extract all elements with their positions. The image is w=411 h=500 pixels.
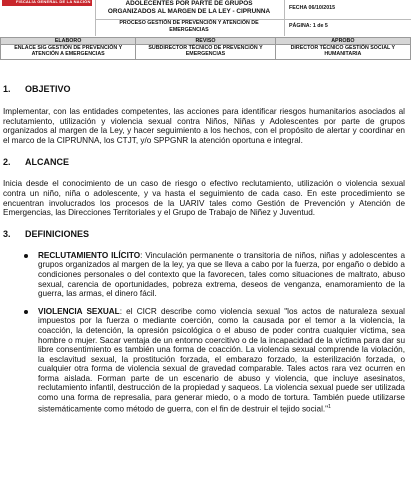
footnote-marker: 1 <box>328 403 331 410</box>
elaboro-header: ELABORO <box>1 38 136 45</box>
definition-term: VIOLENCIA SEXUAL <box>38 306 120 316</box>
header-divider <box>95 0 96 36</box>
section-number: 3. <box>3 228 11 239</box>
approval-row <box>1 45 411 60</box>
section-number: 1. <box>3 84 11 94</box>
definition-text: : Vinculación permanente o transitoria de niños, niñas y adolescentes a grupos organizados al margen de la ley, ya que se lleva a cabo por la fuerza, por engaño o debido a condiciones personales o del contexto que la favorecen, tales como situaciones de maltrato, abuso sexual, carencia de oportunidades, pobreza extrema, deseos de venganza, enamoramiento de la guerra, las armas, el dinero fácil. <box>38 250 405 299</box>
definition-item <box>0 251 411 299</box>
document-title-line: ORGANIZADOS AL MARGEN DE LA LEY - CIPRUNNA <box>107 8 271 15</box>
process-name-line: PROCESO GESTIÓN DE PREVENCIÓN Y ATENCIÓN DE <box>119 20 259 26</box>
aprobo-header: APROBO <box>275 38 410 45</box>
section-heading-objetivo <box>0 84 411 95</box>
approval-header-row <box>1 38 411 45</box>
aprobo-cell: DIRECTOR TÉCNICO GESTIÓN SOCIAL Y HUMANITARIA <box>275 45 410 60</box>
section-title: DEFINICIONES <box>25 228 90 239</box>
header-divider <box>284 0 285 36</box>
definition-text: : el CICR describe como violencia sexual "los actos de naturaleza sexual impuestos por la fuerza o mediante coerción, como la causada por el temor a la violencia, la coacción, la detención, la opresión psicológica o el abuso de poder contra cualquier víctima, sea hombre o mujer. Sacar ventaja de un entorno coercitivo o de la incapacidad de la víctima para dar su libre consentimiento es también una forma de coacción. La violencia sexual comprende la violación, la esclavitud sexual, la prostitución forzada, el embarazo forzado, la esterilización forzada, o cualquier otra forma de violencia sexual de gravedad comparable. Tales actos rara vez ocurren en forma aislada. Forman parte de un escenario de abuso y violencia, que incluye asesinatos, reclutamiento infantil, destrucción de la propiedad y saqueos. La violencia sexual puede ser utilizada como una forma de represalia, para generar miedo, o a modo de tortura. También puede utilizarse sistemáticamente como método de guerra, con el fin de destruir el tejido social." <box>38 306 405 414</box>
document-title <box>98 0 280 16</box>
section-number: 2. <box>3 157 11 168</box>
section-heading-definiciones <box>0 229 411 240</box>
reviso-header: REVISO <box>136 38 275 45</box>
document-body <box>0 84 411 414</box>
elaboro-cell: ENLACE SIG GESTIÓN DE PREVENCIÓN Y ATENCIÓN A EMERGENCIAS <box>1 45 136 60</box>
definition-term: RECLUTAMIENTO ILÍCITO <box>38 250 141 260</box>
reviso-cell: SUBDIRECTOR TÉCNICO DE PREVENCIÓN Y EMERGENCIAS <box>136 45 275 60</box>
process-name-line: EMERGENCIAS <box>169 26 209 33</box>
section-title: ALCANCE <box>25 157 69 168</box>
section-title: OBJETIVO <box>25 84 71 94</box>
approval-table <box>0 37 411 60</box>
definition-item <box>0 307 411 414</box>
logo-text: FISCALÍA GENERAL DE LA NACIÓN <box>16 0 91 4</box>
document-title-line: ADOLECENTES POR PARTE DE GRUPOS <box>125 0 253 7</box>
definitions-list <box>0 251 411 414</box>
document-date: FECHA 06/10/2015 <box>289 5 336 11</box>
list-spacer <box>0 299 411 307</box>
bullet-icon <box>24 310 28 314</box>
alcance-paragraph: Inicia desde el conocimiento de un caso de riesgo o efectivo reclutamiento, utilización o violencia sexual contra un niño, niña o adolescente, y va hasta el seguimiento de cada caso. En este procedimiento se encuentran involucrados los procesos de la UARIV tales como Gestión de Prevención y Atención de Emergencias, las Direcciones Territoriales y el Grupo de Trabajo de Niñez y Juventud. <box>3 179 405 218</box>
organization-logo <box>2 0 92 7</box>
bullet-icon <box>24 254 28 258</box>
page-number: PÁGINA: 1 de 5 <box>289 23 328 29</box>
process-name <box>98 20 280 33</box>
objetivo-paragraph: Implementar, con las entidades competentes, las acciones para identificar riesgos humanitarios asociados al reclutamiento, utilización y violencia sexual contra Niños, Niñas y Adolescentes por parte de grupos organizados al margen de la Ley, y hacer seguimiento a los hechos, con el propósito de alertar y coordinar en el marco de la CIPRUNNA, los CTJT, y/o SPPGNR la atención oportuna e integral. <box>3 107 405 145</box>
section-heading-alcance <box>0 157 411 168</box>
